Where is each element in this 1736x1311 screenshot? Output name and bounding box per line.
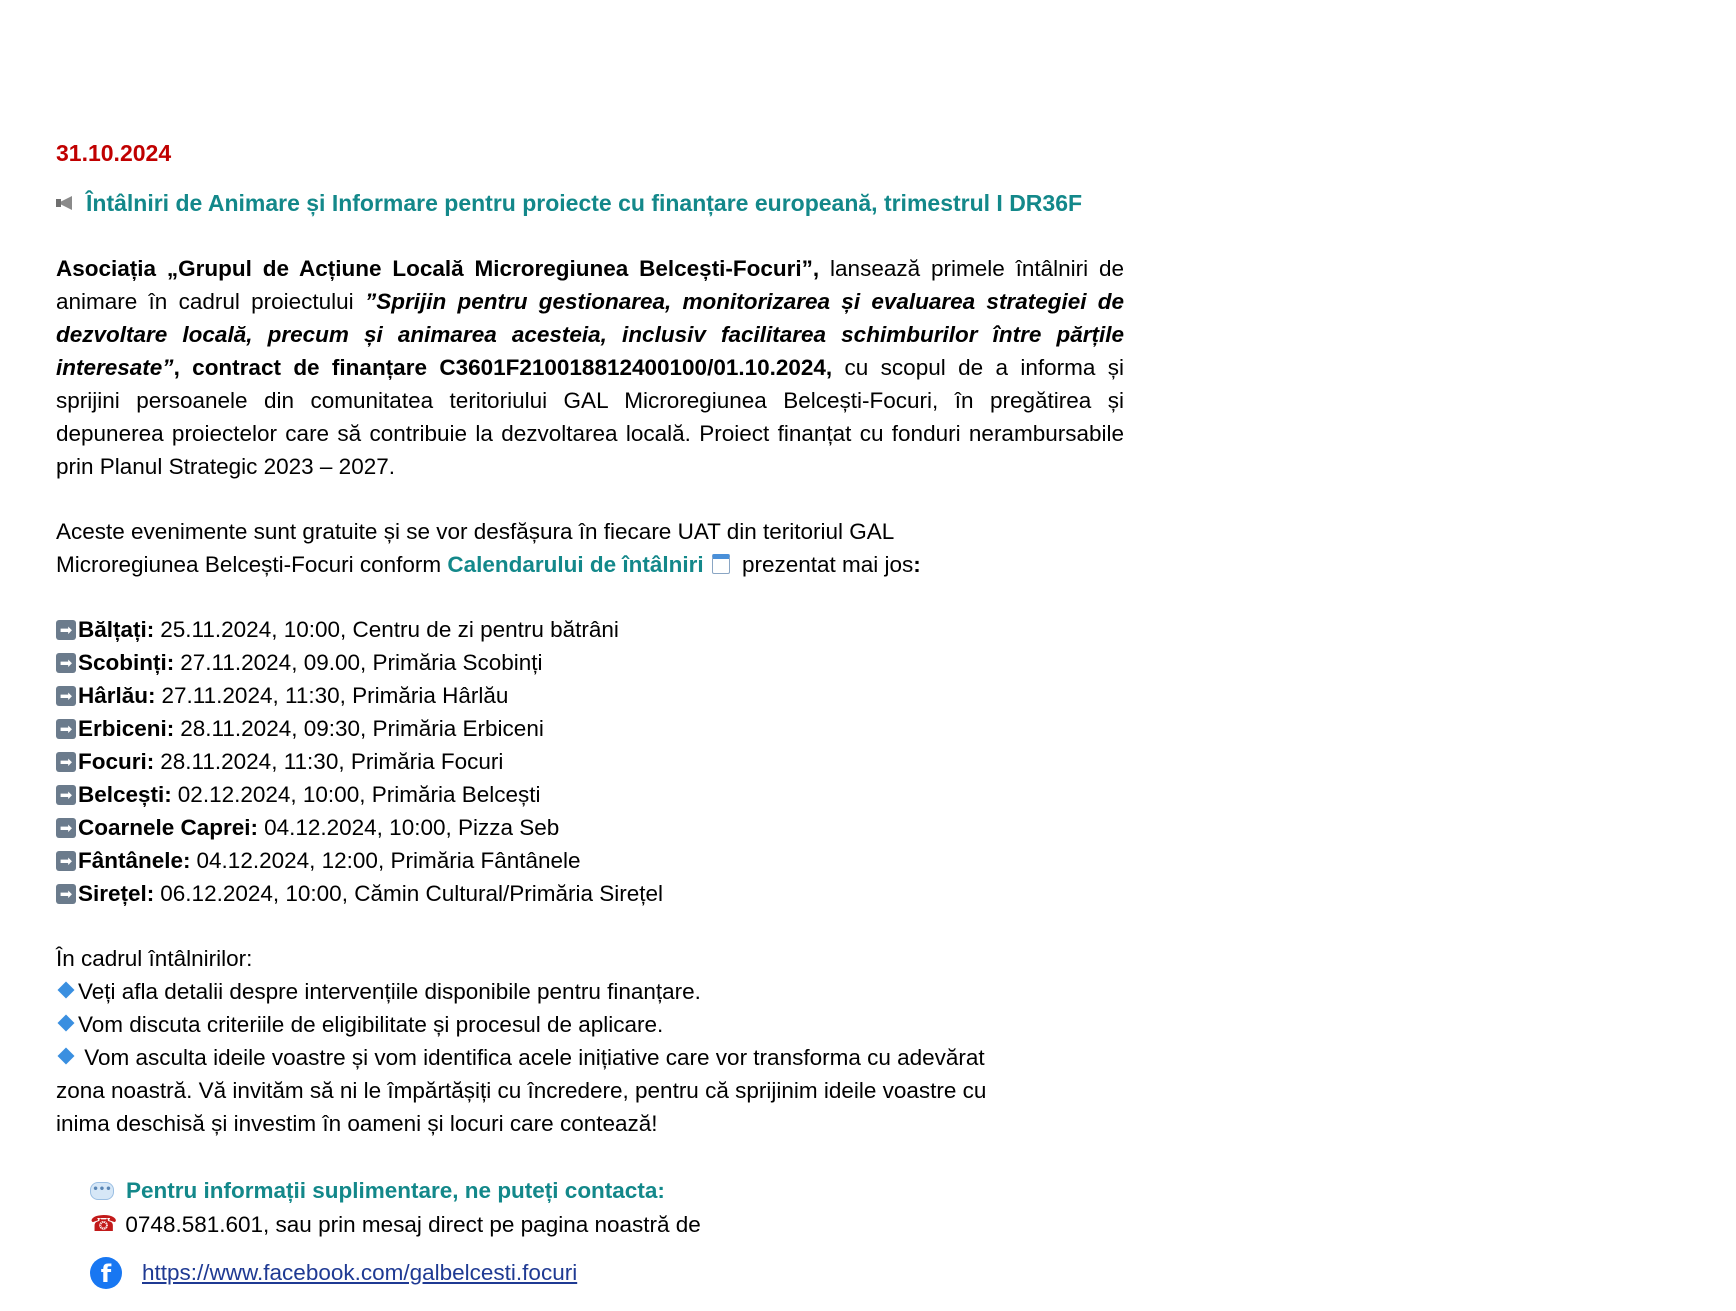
right-arrow-icon: ➡ (56, 884, 76, 904)
calendar-icon (712, 554, 730, 574)
meeting-row (56, 811, 1124, 844)
telephone-icon: ☎ (90, 1212, 118, 1237)
meeting-row (56, 712, 1124, 745)
project-name: ”Sprijin pentru gestionarea, monitorizarea și evaluarea strategiei de dezvoltare locală, precum și animarea acesteia, inclusiv facilitarea schimburilor între părțile interesate” (56, 289, 1124, 380)
meeting-list (56, 613, 1124, 910)
meeting-place: Bălțați: (78, 617, 155, 642)
post-title-row (56, 186, 1124, 220)
facebook-icon: f (90, 1257, 122, 1289)
post-title: Întâlniri de Animare și Informare pentru proiecte cu finanțare europeană, trimestrul I DR36F (86, 190, 1083, 216)
intro-text-1: lansează primele întâlniri de animare în cadrul proiectului (56, 256, 1124, 314)
events-colon: : (913, 552, 921, 577)
phone-text: 0748.581.601, sau prin mesaj direct pe pagina noastră de (125, 1212, 701, 1237)
events-text: Microregiunea Belcești-Focuri conform (56, 552, 448, 577)
meeting-details: 27.11.2024, 09.00, Primăria Scobinți (180, 650, 543, 675)
meeting-details: 27.11.2024, 11:30, Primăria Hârlău (161, 683, 509, 708)
events-line-2 (56, 548, 1124, 581)
right-arrow-icon: ➡ (56, 818, 76, 838)
megaphone-icon (56, 194, 78, 212)
contact-heading-row (90, 1174, 1124, 1208)
agenda-intro: În cadrul întâlnirilor: (56, 946, 253, 971)
meeting-place: Erbiceni: (78, 716, 175, 741)
meeting-place: Scobinți: (78, 650, 175, 675)
meeting-place: Coarnele Caprei: (78, 815, 259, 840)
meeting-place: Focuri: (78, 749, 155, 774)
meeting-details: 02.12.2024, 10:00, Primăria Belcești (177, 782, 541, 807)
meeting-row (56, 778, 1124, 811)
right-arrow-icon: ➡ (56, 785, 76, 805)
meeting-row (56, 679, 1124, 712)
blue-diamond-icon (58, 982, 75, 999)
events-text-end: prezentat mai jos (735, 552, 914, 577)
blue-diamond-icon (58, 1048, 75, 1065)
right-arrow-icon: ➡ (56, 653, 76, 673)
contact-section (90, 1174, 1124, 1290)
meeting-row (56, 646, 1124, 679)
meeting-row (56, 844, 1124, 877)
events-paragraph (56, 515, 1124, 581)
agenda-item: Vom discuta criteriile de eligibilitate și procesul de aplicare. (56, 1008, 1124, 1041)
meeting-row (56, 613, 1124, 646)
speech-balloon-icon: ••• (90, 1182, 114, 1200)
meeting-row (56, 745, 1124, 778)
content (56, 136, 1124, 1290)
meeting-details: 06.12.2024, 10:00, Cămin Cultural/Primăria Sirețel (160, 881, 664, 906)
intro-paragraph (56, 252, 1124, 483)
contact-heading: Pentru informații suplimentare, ne puteți contacta: (126, 1178, 665, 1203)
contract-text: , contract de finanțare C3601F210018812400100/01.10.2024, (173, 355, 833, 380)
agenda-item-continuation: zona noastră. Vă invităm să ni le împărtășiți cu încredere, pentru că sprijinim ideile voastre cu (56, 1078, 987, 1103)
events-line-1: Aceste evenimente sunt gratuite și se vor desfășura în fiecare UAT din teritoriul GAL (56, 519, 895, 544)
meeting-place: Belcești: (78, 782, 172, 807)
calendar-link[interactable]: Calendarului de întâlniri (447, 552, 704, 577)
meeting-details: 04.12.2024, 10:00, Pizza Seb (264, 815, 560, 840)
intro-text-2: cu scopul de a informa și sprijini persoanele din comunitatea teritoriului GAL Microregiunea Belcești-Focuri, în pregătirea și depunerea proiectelor care să contribuie la dezvoltarea locală. Proiect finanțat cu fonduri nerambursabile prin Planul Strategic 2023 – 2027. (56, 355, 1124, 479)
agenda-item-continuation: inima deschisă și investim în oameni și locuri care contează! (56, 1111, 658, 1136)
meeting-place: Sirețel: (78, 881, 155, 906)
right-arrow-icon: ➡ (56, 851, 76, 871)
meeting-details: 04.12.2024, 12:00, Primăria Fântânele (196, 848, 581, 873)
meeting-row (56, 877, 1124, 910)
meeting-details: 25.11.2024, 10:00, Centru de zi pentru bătrâni (160, 617, 619, 642)
post-date: 31.10.2024 (56, 140, 172, 166)
meeting-details: 28.11.2024, 09:30, Primăria Erbiceni (180, 716, 544, 741)
phone-row (90, 1208, 1124, 1242)
right-arrow-icon: ➡ (56, 719, 76, 739)
meeting-place: Hârlău: (78, 683, 156, 708)
right-arrow-icon: ➡ (56, 686, 76, 706)
meeting-place: Fântânele: (78, 848, 191, 873)
facebook-link[interactable]: https://www.facebook.com/galbelcesti.focuri (142, 1260, 578, 1285)
agenda-item: Veți afla detalii despre intervențiile disponibile pentru finanțare. (56, 975, 1124, 1008)
blue-diamond-icon (58, 1015, 75, 1032)
right-arrow-icon: ➡ (56, 620, 76, 640)
meeting-details: 28.11.2024, 11:30, Primăria Focuri (160, 749, 504, 774)
right-arrow-icon: ➡ (56, 752, 76, 772)
agenda-item: Vom asculta ideile voastre și vom identifica acele inițiative care vor transforma cu adevărat (56, 1041, 1124, 1074)
facebook-row (90, 1256, 1124, 1290)
org-name: Asociația „Grupul de Acțiune Locală Microregiunea Belcești-Focuri”, (56, 256, 820, 281)
